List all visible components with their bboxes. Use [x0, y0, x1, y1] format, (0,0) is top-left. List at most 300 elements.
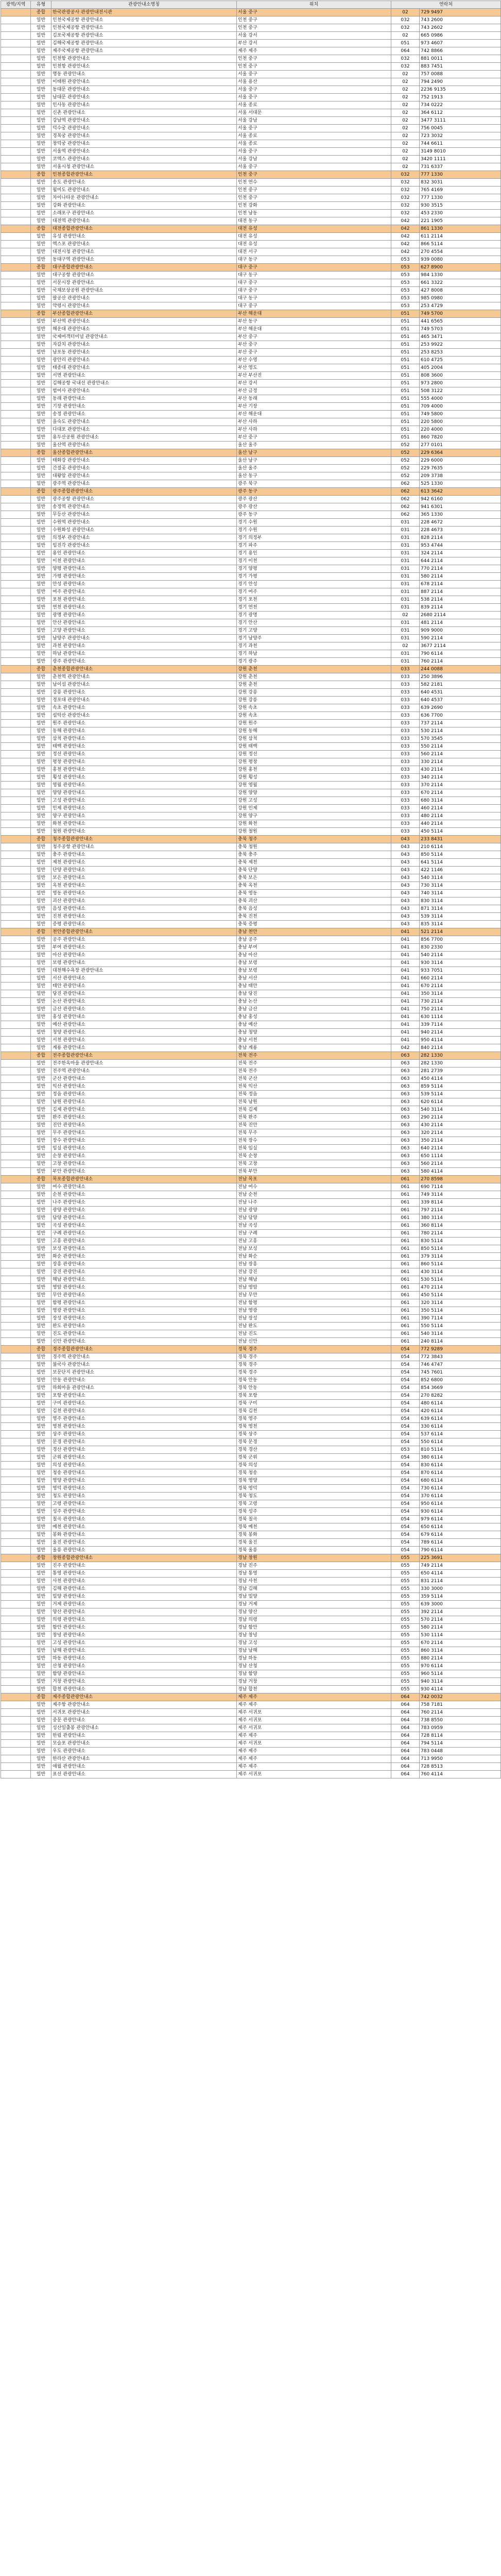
table-row: [1, 241, 501, 248]
table-row: [1, 1067, 501, 1075]
cell-area-code: 032: [391, 210, 420, 217]
cell-area-code: 055: [391, 1585, 420, 1593]
cell-name: 영양 관광안내소: [51, 1477, 237, 1485]
cell-phone: 859 5114: [420, 1083, 501, 1091]
table-row: [1, 1562, 501, 1570]
cell-phone: 221 1905: [420, 217, 501, 225]
cell-region: [1, 101, 31, 109]
cell-phone: 281 2739: [420, 1067, 501, 1075]
cell-type: 일반: [31, 1701, 51, 1709]
cell-phone: 641 5114: [420, 859, 501, 867]
cell-region: [1, 1585, 31, 1593]
cell-area-code: 063: [391, 1129, 420, 1137]
cell-name: 범어사 관광안내소: [51, 387, 237, 395]
cell-region: [1, 735, 31, 743]
cell-type: 일반: [31, 1570, 51, 1578]
cell-type: 일반: [31, 1299, 51, 1307]
cell-location: 전남 진도: [237, 1330, 391, 1338]
cell-phone: 550 2114: [420, 743, 501, 751]
cell-phone: 610 4725: [420, 357, 501, 364]
cell-region: [1, 426, 31, 434]
table-row: [1, 1608, 501, 1616]
cell-region: [1, 1330, 31, 1338]
table-row: [1, 519, 501, 527]
cell-location: 경북 상주: [237, 1431, 391, 1438]
table-row: [1, 465, 501, 472]
table-row: [1, 395, 501, 403]
cell-location: 충북 청주: [237, 836, 391, 843]
cell-type: 종합: [31, 171, 51, 179]
table-row: [1, 1755, 501, 1763]
cell-name: 괴산 관광안내소: [51, 897, 237, 905]
cell-location: 강원 양양: [237, 789, 391, 797]
cell-name: 사천 관광안내소: [51, 1578, 237, 1585]
cell-phone: 422 1146: [420, 867, 501, 874]
table-row: [1, 78, 501, 86]
header-location: 위치: [237, 1, 391, 9]
table-row: [1, 1493, 501, 1500]
cell-region: [1, 697, 31, 704]
cell-area-code: 02: [391, 71, 420, 78]
table-row: [1, 727, 501, 735]
cell-phone: 789 6114: [420, 1539, 501, 1547]
cell-type: 일반: [31, 1771, 51, 1778]
table-row: [1, 1701, 501, 1709]
cell-area-code: 031: [391, 557, 420, 565]
table-row: [1, 1292, 501, 1299]
cell-phone: 229 7635: [420, 465, 501, 472]
cell-phone: 570 2114: [420, 1616, 501, 1624]
cell-region: [1, 982, 31, 990]
cell-name: 김제 관광안내소: [51, 1106, 237, 1114]
cell-type: 일반: [31, 1183, 51, 1191]
cell-region: [1, 488, 31, 496]
cell-region: [1, 867, 31, 874]
cell-location: 강원 인제: [237, 805, 391, 812]
cell-region: [1, 163, 31, 171]
cell-type: 일반: [31, 1655, 51, 1663]
cell-area-code: 031: [391, 650, 420, 658]
cell-location: 전남 화순: [237, 1253, 391, 1261]
table-row: [1, 565, 501, 573]
cell-type: 일반: [31, 1601, 51, 1608]
cell-location: 서울 중구: [237, 125, 391, 132]
cell-region: [1, 132, 31, 140]
table-row: [1, 1145, 501, 1153]
cell-phone: 277 0101: [420, 442, 501, 449]
cell-phone: 810 5114: [420, 1446, 501, 1454]
cell-type: 일반: [31, 272, 51, 279]
cell-region: [1, 1415, 31, 1423]
cell-location: 제주 서귀포: [237, 1717, 391, 1724]
table-row: [1, 612, 501, 619]
cell-region: [1, 782, 31, 789]
cell-area-code: 051: [391, 426, 420, 434]
cell-type: 일반: [31, 55, 51, 63]
cell-region: [1, 272, 31, 279]
cell-type: 일반: [31, 557, 51, 565]
cell-area-code: 042: [391, 217, 420, 225]
cell-location: 충남 공주: [237, 936, 391, 944]
cell-region: [1, 295, 31, 302]
table-row: [1, 9, 501, 16]
cell-region: [1, 1067, 31, 1075]
cell-region: [1, 1763, 31, 1771]
cell-phone: 330 6114: [420, 1423, 501, 1431]
table-row: [1, 1670, 501, 1678]
table-row: [1, 349, 501, 357]
cell-location: 경기 광명: [237, 612, 391, 619]
cell-type: 일반: [31, 411, 51, 418]
cell-type: 일반: [31, 782, 51, 789]
cell-type: 일반: [31, 1114, 51, 1122]
cell-location: 전남 무안: [237, 1292, 391, 1299]
cell-location: 인천 중구: [237, 194, 391, 202]
cell-name: 곡성 관광안내소: [51, 1222, 237, 1230]
cell-name: 당진 관광안내소: [51, 990, 237, 998]
cell-region: [1, 1129, 31, 1137]
cell-region: [1, 905, 31, 913]
cell-phone: 984 1330: [420, 272, 501, 279]
cell-type: 일반: [31, 1678, 51, 1686]
cell-type: 일반: [31, 1508, 51, 1516]
cell-region: [1, 1717, 31, 1724]
cell-name: 엑스포 관광안내소: [51, 241, 237, 248]
cell-phone: 570 3545: [420, 735, 501, 743]
cell-region: [1, 264, 31, 272]
cell-area-code: 033: [391, 743, 420, 751]
cell-type: 일반: [31, 1238, 51, 1245]
cell-name: 이천 관광안내소: [51, 557, 237, 565]
cell-area-code: 061: [391, 1176, 420, 1183]
cell-location: 경북 안동: [237, 1384, 391, 1392]
cell-phone: 350 3114: [420, 990, 501, 998]
cell-area-code: 043: [391, 836, 420, 843]
cell-area-code: 063: [391, 1060, 420, 1067]
cell-type: 일반: [31, 704, 51, 712]
cell-area-code: 061: [391, 1245, 420, 1253]
table-row: [1, 387, 501, 395]
cell-phone: 760 2114: [420, 1709, 501, 1717]
cell-location: 경남 거제: [237, 1601, 391, 1608]
cell-location: 강원 고성: [237, 797, 391, 805]
cell-location: 충북 제천: [237, 859, 391, 867]
cell-type: 일반: [31, 1338, 51, 1346]
cell-phone: 730 2114: [420, 998, 501, 1006]
cell-name: 광주역 관광안내소: [51, 480, 237, 488]
cell-name: 동래 관광안내소: [51, 395, 237, 403]
cell-type: 일반: [31, 550, 51, 557]
table-row: [1, 1276, 501, 1284]
cell-location: 경기 수원: [237, 527, 391, 534]
cell-phone: 670 2114: [420, 1639, 501, 1647]
cell-type: 일반: [31, 1539, 51, 1547]
cell-phone: 860 3114: [420, 1647, 501, 1655]
table-row: [1, 403, 501, 411]
cell-name: 단양 관광안내소: [51, 867, 237, 874]
cell-region: [1, 503, 31, 511]
table-row: [1, 503, 501, 511]
cell-location: 강원 강릉: [237, 697, 391, 704]
table-row: [1, 295, 501, 302]
cell-region: [1, 1608, 31, 1616]
cell-location: 경기 안산: [237, 619, 391, 627]
cell-name: 부여 관광안내소: [51, 944, 237, 952]
table-row: [1, 619, 501, 627]
cell-name: 인사동 관광안내소: [51, 101, 237, 109]
cell-location: 충북 옥천: [237, 882, 391, 890]
cell-name: 전주역 관광안내소: [51, 1067, 237, 1075]
cell-type: 일반: [31, 1013, 51, 1021]
cell-phone: 940 3114: [420, 1678, 501, 1686]
cell-region: [1, 349, 31, 357]
cell-region: [1, 1183, 31, 1191]
cell-region: [1, 527, 31, 534]
cell-phone: 555 4000: [420, 395, 501, 403]
cell-region: [1, 1052, 31, 1060]
table-row: [1, 550, 501, 557]
cell-name: 인천종합관광안내소: [51, 171, 237, 179]
table-row: [1, 1268, 501, 1276]
cell-type: 일반: [31, 472, 51, 480]
table-row: [1, 635, 501, 642]
table-row: [1, 1771, 501, 1778]
cell-location: 충남 태안: [237, 982, 391, 990]
cell-type: 일반: [31, 125, 51, 132]
cell-location: 강원 평창: [237, 758, 391, 766]
cell-region: [1, 936, 31, 944]
cell-area-code: 032: [391, 55, 420, 63]
cell-region: [1, 1122, 31, 1129]
cell-name: 횡성 관광안내소: [51, 774, 237, 782]
cell-name: 송정역 관광안내소: [51, 503, 237, 511]
cell-type: 일반: [31, 952, 51, 959]
cell-area-code: 031: [391, 588, 420, 596]
cell-region: [1, 472, 31, 480]
cell-type: 일반: [31, 1724, 51, 1732]
cell-region: [1, 812, 31, 820]
cell-area-code: 061: [391, 1199, 420, 1207]
cell-area-code: 055: [391, 1678, 420, 1686]
cell-region: [1, 681, 31, 689]
cell-type: 일반: [31, 357, 51, 364]
cell-region: [1, 63, 31, 71]
cell-type: 일반: [31, 47, 51, 55]
cell-name: 예천 관광안내소: [51, 1523, 237, 1531]
cell-location: 경북 경주: [237, 1346, 391, 1353]
cell-region: [1, 1593, 31, 1601]
cell-area-code: 063: [391, 1137, 420, 1145]
cell-area-code: 063: [391, 1153, 420, 1160]
cell-name: 송도 관광안내소: [51, 179, 237, 187]
cell-location: 대구 중구: [237, 302, 391, 310]
table-row: [1, 1245, 501, 1253]
cell-phone: 678 2114: [420, 581, 501, 588]
cell-region: [1, 557, 31, 565]
cell-phone: 250 3896: [420, 673, 501, 681]
cell-location: 강원 영월: [237, 782, 391, 789]
cell-type: 일반: [31, 1446, 51, 1454]
cell-phone: 828 2114: [420, 534, 501, 542]
cell-type: 일반: [31, 867, 51, 874]
table-row: [1, 1616, 501, 1624]
cell-name: 인제 관광안내소: [51, 805, 237, 812]
cell-type: 일반: [31, 302, 51, 310]
cell-name: 함양 관광안내소: [51, 1670, 237, 1678]
cell-phone: 850 5114: [420, 1245, 501, 1253]
cell-phone: 228 4672: [420, 519, 501, 527]
cell-phone: 861 1330: [420, 225, 501, 233]
cell-area-code: 043: [391, 882, 420, 890]
cell-area-code: 041: [391, 1037, 420, 1044]
cell-phone: 941 6301: [420, 503, 501, 511]
cell-region: [1, 1276, 31, 1284]
cell-region: [1, 47, 31, 55]
cell-phone: 852 6800: [420, 1377, 501, 1384]
cell-name: 하회마을 관광안내소: [51, 1384, 237, 1392]
cell-area-code: 043: [391, 843, 420, 851]
cell-name: 공주 관광안내소: [51, 936, 237, 944]
cell-name: 진안 관광안내소: [51, 1122, 237, 1129]
cell-phone: 835 3114: [420, 921, 501, 928]
cell-phone: 777 1330: [420, 194, 501, 202]
table-row: [1, 16, 501, 24]
cell-phone: 731 6337: [420, 163, 501, 171]
cell-phone: 420 6114: [420, 1408, 501, 1415]
cell-location: 울산 울주: [237, 442, 391, 449]
cell-area-code: 051: [391, 434, 420, 442]
cell-phone: 582 2181: [420, 681, 501, 689]
cell-type: 일반: [31, 1608, 51, 1616]
cell-type: 일반: [31, 635, 51, 642]
cell-region: [1, 1098, 31, 1106]
cell-region: [1, 519, 31, 527]
cell-location: 충남 홍성: [237, 1013, 391, 1021]
cell-region: [1, 78, 31, 86]
cell-name: 서울시청 관광안내소: [51, 163, 237, 171]
cell-region: [1, 1153, 31, 1160]
cell-name: 대천해수욕장 관광안내소: [51, 967, 237, 975]
table-row: [1, 1392, 501, 1400]
table-row: [1, 913, 501, 921]
cell-type: 일반: [31, 1686, 51, 1693]
cell-type: 일반: [31, 828, 51, 836]
cell-region: [1, 727, 31, 735]
table-row: [1, 434, 501, 442]
cell-area-code: 062: [391, 480, 420, 488]
table-row: [1, 1330, 501, 1338]
cell-name: 순창 관광안내소: [51, 1153, 237, 1160]
cell-area-code: 054: [391, 1369, 420, 1377]
cell-region: [1, 542, 31, 550]
cell-region: [1, 1075, 31, 1083]
cell-name: 보은 관광안내소: [51, 874, 237, 882]
cell-type: 일반: [31, 612, 51, 619]
table-row: [1, 140, 501, 148]
cell-area-code: 055: [391, 1670, 420, 1678]
cell-region: [1, 820, 31, 828]
table-row: [1, 488, 501, 496]
cell-name: 인천항 관광안내소: [51, 63, 237, 71]
table-row: [1, 1663, 501, 1670]
table-row: [1, 1400, 501, 1408]
table-row: [1, 797, 501, 805]
cell-region: [1, 279, 31, 287]
cell-phone: 790 6114: [420, 1547, 501, 1554]
cell-region: [1, 751, 31, 758]
cell-area-code: 054: [391, 1431, 420, 1438]
cell-area-code: 033: [391, 828, 420, 836]
cell-location: 충북 단양: [237, 867, 391, 874]
cell-location: 광주 광산: [237, 496, 391, 503]
cell-region: [1, 1655, 31, 1663]
table-row: [1, 867, 501, 874]
cell-area-code: 02: [391, 132, 420, 140]
table-row: [1, 673, 501, 681]
cell-location: 제주 서귀포: [237, 1740, 391, 1748]
cell-name: 하남 관광안내소: [51, 650, 237, 658]
cell-region: [1, 140, 31, 148]
cell-location: 경북 청송: [237, 1469, 391, 1477]
table-row: [1, 1763, 501, 1771]
cell-region: [1, 1268, 31, 1276]
cell-area-code: 031: [391, 534, 420, 542]
cell-location: 인천 남동: [237, 210, 391, 217]
cell-phone: 760 4114: [420, 1771, 501, 1778]
cell-region: [1, 364, 31, 372]
cell-region: [1, 372, 31, 380]
cell-location: 경기 포천: [237, 596, 391, 604]
cell-type: 일반: [31, 1531, 51, 1539]
table-row: [1, 982, 501, 990]
cell-type: 일반: [31, 1021, 51, 1029]
cell-area-code: 055: [391, 1624, 420, 1632]
cell-area-code: 02: [391, 32, 420, 40]
cell-phone: 380 3114: [420, 1214, 501, 1222]
cell-phone: 253 8253: [420, 349, 501, 357]
cell-type: 일반: [31, 735, 51, 743]
cell-area-code: 062: [391, 503, 420, 511]
cell-type: 일반: [31, 1523, 51, 1531]
cell-type: 일반: [31, 1593, 51, 1601]
cell-area-code: 064: [391, 1717, 420, 1724]
cell-phone: 580 2114: [420, 573, 501, 581]
cell-location: 경북 김천: [237, 1408, 391, 1415]
cell-phone: 783 0959: [420, 1724, 501, 1732]
cell-phone: 950 4114: [420, 1037, 501, 1044]
cell-area-code: 055: [391, 1663, 420, 1670]
cell-type: 일반: [31, 743, 51, 751]
cell-location: 경기 연천: [237, 604, 391, 612]
table-row: [1, 1601, 501, 1608]
cell-area-code: 051: [391, 403, 420, 411]
cell-name: 대구공항 관광안내소: [51, 272, 237, 279]
cell-region: [1, 1678, 31, 1686]
cell-type: 일반: [31, 1469, 51, 1477]
cell-region: [1, 758, 31, 766]
cell-type: 일반: [31, 94, 51, 101]
cell-region: [1, 326, 31, 333]
cell-phone: 881 0011: [420, 55, 501, 63]
cell-name: 화천 관광안내소: [51, 820, 237, 828]
cell-name: 광양 관광안내소: [51, 1207, 237, 1214]
cell-name: 양양 관광안내소: [51, 789, 237, 797]
table-row: [1, 1740, 501, 1748]
cell-region: [1, 194, 31, 202]
cell-region: [1, 449, 31, 457]
cell-type: 일반: [31, 132, 51, 140]
cell-region: [1, 774, 31, 782]
